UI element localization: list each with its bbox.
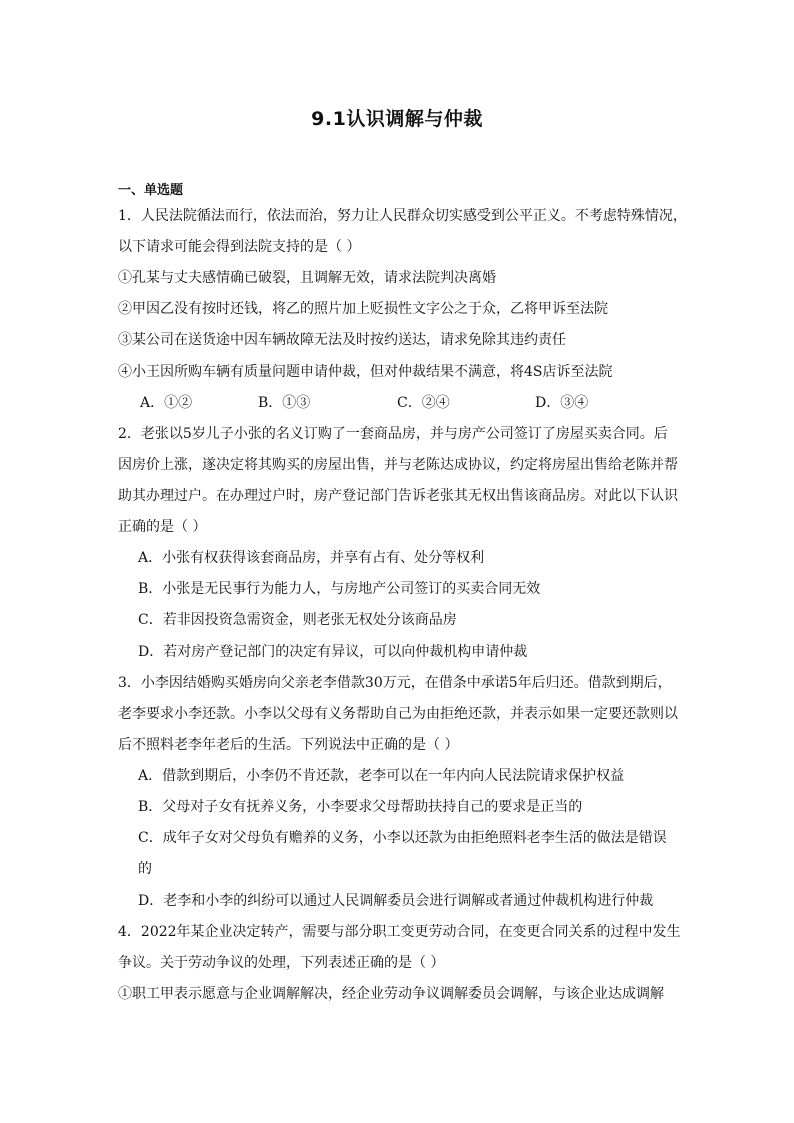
q1-statement-3: ③某公司在送货途中因车辆故障无法及时按约送达，请求免除其违约责任 [118, 332, 566, 348]
q2-option-d: D．若对房产登记部门的决定有异议，可以向仲裁机构申请仲裁 [138, 644, 528, 660]
q1-statement-1: ①孔某与丈夫感情确已破裂，且调解无效，请求法院判决离婚 [118, 270, 496, 286]
q3-stem-line-2: 老李要求小李还款。小李以父母有义务帮助自己为由拒绝还款，并表示如果一定要还款则以 [118, 706, 678, 722]
section-heading: 一、单选题 [118, 183, 184, 198]
q1-statement-2: ②甲因乙没有按时还钱，将乙的照片加上贬损性文字公之于众，乙将甲诉至法院 [118, 301, 608, 317]
q4-statement-1: ①职工甲表示愿意与企业调解解决，经企业劳动争议调解委员会调解，与该企业达成调解 [118, 986, 664, 1002]
q1-option-d: D．③④ [535, 395, 589, 411]
q4-stem-line-2: 争议。关于劳动争议的处理，下列表述正确的是（ ） [118, 955, 445, 971]
q1-stem-line-1: 1．人民法院循法而行，依法而治，努力让人民群众切实感受到公平正义。不考虑特殊情况， [118, 208, 687, 224]
q1-statement-4: ④小王因所购车辆有质量问题申请仲裁，但对仲裁结果不满意，将4S店诉至法院 [118, 364, 613, 380]
q1-option-b: B．①③ [258, 395, 311, 411]
q2-option-c: C．若非因投资急需资金，则老张无权处分该商品房 [138, 612, 457, 628]
q3-option-a: A．借款到期后，小李仍不肯还款，老李可以在一年内向人民法院请求保护权益 [138, 768, 625, 784]
q3-stem-line-3: 后不照料老李年老后的生活。下列说法中正确的是（ ） [118, 737, 459, 753]
q3-option-d: D．老李和小李的纠纷可以通过人民调解委员会进行调解或者通过仲裁机构进行仲裁 [138, 893, 654, 909]
q1-option-c: C．②④ [397, 395, 450, 411]
q3-option-c-line-2: 的 [138, 861, 152, 877]
q1-stem-line-2: 以下请求可能会得到法院支持的是（ ） [118, 239, 361, 255]
q2-stem-line-4: 正确的是（ ） [118, 519, 207, 535]
q2-stem-line-2: 因房价上涨，遂决定将其购买的房屋出售，并与老陈达成协议，约定将房屋出售给老陈并帮 [118, 457, 678, 473]
q3-stem-line-1: 3．小李因结婚购买婚房向父亲老李借款30万元，在借条中承诺5年后归还。借款到期后， [118, 675, 672, 691]
q2-stem-line-1: 2．老张以5岁儿子小张的名义订购了一套商品房，并与房产公司签订了房屋买卖合同。后 [118, 426, 668, 442]
q1-option-a: A．①② [140, 395, 193, 411]
q3-option-c-line-1: C．成年子女对父母负有赡养的义务，小李以还款为由拒绝照料老李生活的做法是错误 [138, 830, 667, 846]
q4-stem-line-1: 4．2022年某企业决定转产，需要与部分职工变更劳动合同，在变更合同关系的过程中发生 [118, 924, 681, 940]
q3-option-b: B．父母对子女有抚养义务，小李要求父母帮助扶持自己的要求是正当的 [138, 799, 583, 815]
q2-option-b: B．小张是无民事行为能力人，与房地产公司签订的买卖合同无效 [138, 581, 541, 597]
q2-stem-line-3: 助其办理过户。在办理过户时，房产登记部门告诉老张其无权出售该商品房。对此以下认识 [118, 488, 678, 504]
q2-option-a: A．小张有权获得该套商品房，并享有占有、处分等权利 [138, 550, 485, 566]
page-title: 9.1认识调解与仲裁 [311, 108, 483, 130]
